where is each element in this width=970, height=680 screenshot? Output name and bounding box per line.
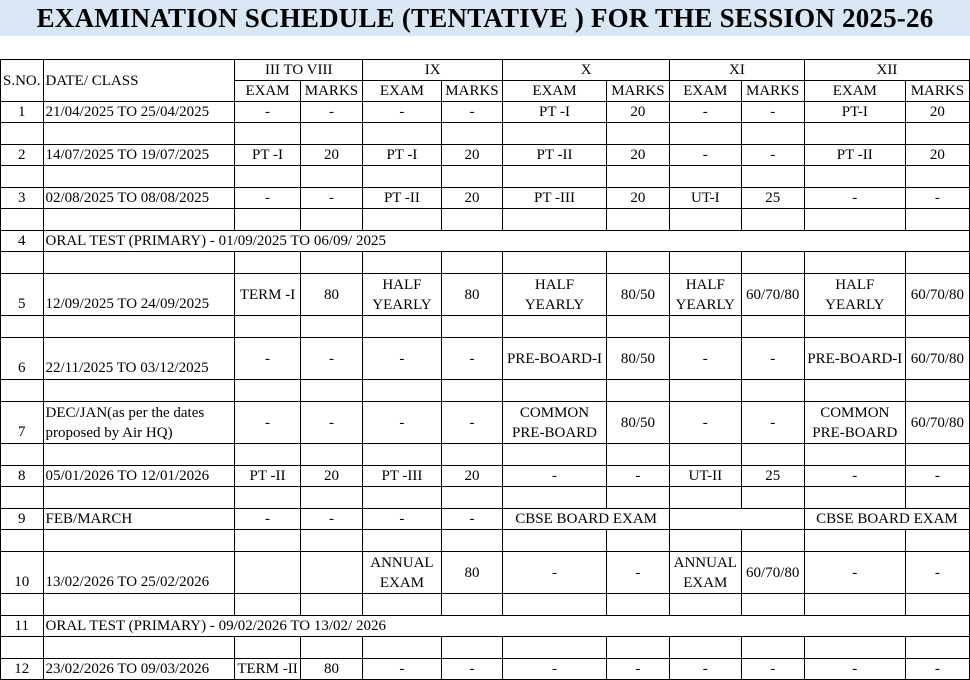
empty-cell [363, 594, 442, 616]
exam-cell: - [363, 509, 442, 530]
empty-cell [1, 252, 44, 274]
empty-cell [670, 252, 741, 274]
empty-cell [363, 166, 442, 188]
row-number: 10 [1, 552, 44, 594]
exam-cell: COMMON PRE-BOARD [804, 402, 905, 444]
marks-header: MARKS [905, 81, 969, 102]
empty-cell [1, 316, 44, 338]
exam-cell: - [804, 552, 905, 594]
exam-cell: - [235, 102, 300, 123]
empty-cell [670, 444, 741, 466]
exam-cell: PT -II [503, 145, 607, 166]
spacer-row [1, 252, 970, 274]
empty-cell [741, 444, 804, 466]
marks-cell: 80 [300, 659, 362, 680]
row-number: 2 [1, 145, 44, 166]
empty-cell [43, 166, 235, 188]
marks-cell: 20 [441, 188, 503, 209]
table-row [1, 231, 970, 252]
marks-cell: - [606, 659, 669, 680]
empty-cell [235, 594, 300, 616]
empty-cell [905, 123, 969, 145]
class-group-header: IX [363, 60, 503, 81]
empty-cell [905, 530, 969, 552]
empty-cell [503, 209, 607, 231]
date-class-header: DATE/ CLASS [43, 60, 235, 102]
empty-cell [363, 380, 442, 402]
empty-cell [670, 530, 741, 552]
marks-cell: 20 [905, 145, 969, 166]
marks-cell: - [741, 338, 804, 380]
empty-cell [606, 252, 669, 274]
exam-cell: - [503, 659, 607, 680]
marks-cell: - [441, 102, 503, 123]
marks-cell: 20 [441, 466, 503, 487]
spacer-row [1, 594, 970, 616]
empty-cell [43, 594, 235, 616]
empty-cell [43, 637, 235, 659]
row-number: 1 [1, 102, 44, 123]
table-row [1, 659, 970, 680]
table-row [1, 102, 970, 123]
empty-cell [235, 252, 300, 274]
empty-cell [441, 166, 503, 188]
exam-cell: - [235, 338, 300, 380]
empty-cell [905, 380, 969, 402]
exam-cell: PT -I [235, 145, 300, 166]
empty-cell [43, 209, 235, 231]
empty-cell [905, 444, 969, 466]
date-cell: 02/08/2025 TO 08/08/2025 [43, 188, 235, 209]
empty-cell [363, 444, 442, 466]
exam-cell: - [670, 102, 741, 123]
marks-cell: - [905, 659, 969, 680]
marks-cell: - [300, 509, 362, 530]
empty-cell [606, 444, 669, 466]
exam-cell: - [363, 102, 442, 123]
empty-cell [1, 594, 44, 616]
exam-cell: PT -III [503, 188, 607, 209]
marks-header: MARKS [606, 81, 669, 102]
exam-cell: PT -I [503, 102, 607, 123]
exam-cell: PRE-BOARD-I [503, 338, 607, 380]
marks-cell: 80/50 [606, 402, 669, 444]
empty-cell [363, 252, 442, 274]
empty-cell [503, 316, 607, 338]
marks-cell: - [741, 102, 804, 123]
empty-cell [905, 209, 969, 231]
empty-cell [804, 637, 905, 659]
empty-cell [741, 166, 804, 188]
empty-cell [235, 444, 300, 466]
marks-cell [300, 552, 362, 594]
empty-cell [1, 637, 44, 659]
marks-header: MARKS [441, 81, 503, 102]
empty-cell [905, 316, 969, 338]
empty-cell [300, 530, 362, 552]
empty-cell [804, 209, 905, 231]
spacer-row [1, 637, 970, 659]
empty-cell [1, 487, 44, 509]
empty-cell [300, 209, 362, 231]
marks-header: MARKS [300, 81, 362, 102]
marks-cell: 20 [606, 188, 669, 209]
marks-cell: 80 [300, 274, 362, 316]
marks-cell: 20 [606, 102, 669, 123]
marks-cell: - [741, 145, 804, 166]
row-number: 12 [1, 659, 44, 680]
empty-cell [363, 637, 442, 659]
empty-cell [503, 444, 607, 466]
empty-cell [606, 316, 669, 338]
empty-cell [43, 316, 235, 338]
table-row [1, 466, 970, 487]
date-cell: 22/11/2025 TO 03/12/2025 [43, 338, 235, 380]
exam-cell: UT-II [670, 466, 741, 487]
table-row [1, 338, 970, 380]
empty-cell [43, 123, 235, 145]
empty-cell [606, 380, 669, 402]
empty-cell [670, 487, 741, 509]
exam-cell: UT-I [670, 188, 741, 209]
table-row [1, 552, 970, 594]
board-exam-cell: CBSE BOARD EXAM [503, 509, 670, 530]
marks-cell: 20 [300, 466, 362, 487]
marks-cell: 20 [441, 145, 503, 166]
empty-cell [235, 380, 300, 402]
exam-cell: - [670, 659, 741, 680]
spacer-row [1, 316, 970, 338]
exam-cell: - [235, 509, 300, 530]
empty-cell [43, 380, 235, 402]
empty-cell [670, 209, 741, 231]
empty-cell [235, 530, 300, 552]
marks-cell: 80/50 [606, 338, 669, 380]
exam-cell: PT -II [804, 145, 905, 166]
date-cell: 23/02/2026 TO 09/03/2026 [43, 659, 235, 680]
empty-cell [235, 123, 300, 145]
row-number: 11 [1, 616, 44, 637]
empty-cell [235, 166, 300, 188]
marks-cell: 60/70/80 [905, 402, 969, 444]
marks-cell: 20 [300, 145, 362, 166]
marks-cell: - [300, 402, 362, 444]
marks-cell: - [905, 466, 969, 487]
empty-cell [670, 380, 741, 402]
empty-cell [741, 123, 804, 145]
row-number: 8 [1, 466, 44, 487]
empty-cell [905, 637, 969, 659]
empty-cell [804, 594, 905, 616]
marks-cell: 20 [905, 102, 969, 123]
date-cell: 13/02/2026 TO 25/02/2026 [43, 552, 235, 594]
date-cell: 21/04/2025 TO 25/04/2025 [43, 102, 235, 123]
exam-cell: TERM -II [235, 659, 300, 680]
empty-cell [741, 316, 804, 338]
exam-cell: - [804, 659, 905, 680]
marks-cell: - [441, 509, 503, 530]
spacer-row [1, 209, 970, 231]
spacer-row [1, 380, 970, 402]
empty-cell [363, 530, 442, 552]
empty-cell [905, 487, 969, 509]
empty-cell [441, 444, 503, 466]
exam-cell: PT -II [235, 466, 300, 487]
board-exam-cell: CBSE BOARD EXAM [804, 509, 969, 530]
empty-cell [363, 123, 442, 145]
exam-cell: PT -I [363, 145, 442, 166]
oral-test-note: ORAL TEST (PRIMARY) - 09/02/2026 TO 13/02/ 2026 [43, 616, 969, 637]
empty-cell [300, 380, 362, 402]
exam-header: EXAM [363, 81, 442, 102]
empty-cell [804, 380, 905, 402]
empty-cell [606, 487, 669, 509]
empty-cell [606, 594, 669, 616]
exam-header: EXAM [503, 81, 607, 102]
empty-cell [670, 594, 741, 616]
empty-cell [441, 637, 503, 659]
empty-cell [741, 252, 804, 274]
empty-cell [606, 530, 669, 552]
table-row [1, 509, 970, 530]
marks-cell: - [741, 659, 804, 680]
exam-cell: - [670, 145, 741, 166]
empty-cell [606, 637, 669, 659]
marks-cell: 80/50 [606, 274, 669, 316]
marks-cell: 25 [741, 188, 804, 209]
exam-cell: PRE-BOARD-I [804, 338, 905, 380]
row-number: 4 [1, 231, 44, 252]
empty-cell [1, 209, 44, 231]
empty-cell [1, 380, 44, 402]
empty-cell [441, 123, 503, 145]
row-number: 9 [1, 509, 44, 530]
empty-cell [363, 209, 442, 231]
exam-cell: - [363, 659, 442, 680]
date-cell: 14/07/2025 TO 19/07/2025 [43, 145, 235, 166]
empty-cell [670, 166, 741, 188]
marks-cell: - [905, 188, 969, 209]
row-number: 5 [1, 274, 44, 316]
empty-cell [741, 594, 804, 616]
exam-cell: - [235, 188, 300, 209]
page-title: EXAMINATION SCHEDULE (TENTATIVE ) FOR THE SESSION 2025-26 [0, 0, 970, 36]
class-group-header: XI [670, 60, 805, 81]
exam-cell: HALF YEARLY [503, 274, 607, 316]
empty-cell [363, 487, 442, 509]
marks-cell: 60/70/80 [905, 338, 969, 380]
exam-cell: HALF YEARLY [670, 274, 741, 316]
empty-cell [300, 444, 362, 466]
exam-cell [235, 552, 300, 594]
exam-cell: PT -III [363, 466, 442, 487]
empty-cell [606, 166, 669, 188]
empty-cell [441, 209, 503, 231]
row-number: 3 [1, 188, 44, 209]
empty-cell [441, 487, 503, 509]
date-cell: DEC/JAN(as per the dates proposed by Air HQ) [43, 402, 235, 444]
spacer-row [1, 530, 970, 552]
empty-cell [43, 444, 235, 466]
exam-cell: - [363, 338, 442, 380]
exam-cell: COMMON PRE-BOARD [503, 402, 607, 444]
empty-cell [300, 252, 362, 274]
empty-cell [670, 123, 741, 145]
exam-cell: - [503, 552, 607, 594]
marks-cell: 60/70/80 [741, 552, 804, 594]
marks-cell: - [905, 552, 969, 594]
empty-cell [670, 316, 741, 338]
empty-cell [441, 252, 503, 274]
marks-cell: - [441, 659, 503, 680]
empty-cell [503, 166, 607, 188]
marks-cell: 60/70/80 [741, 274, 804, 316]
empty-cell [804, 123, 905, 145]
exam-cell: ANNUAL EXAM [670, 552, 741, 594]
empty-cell [43, 487, 235, 509]
date-cell: 05/01/2026 TO 12/01/2026 [43, 466, 235, 487]
empty-cell [300, 487, 362, 509]
empty-cell [503, 637, 607, 659]
marks-cell: - [741, 402, 804, 444]
empty-cell [1, 166, 44, 188]
exam-cell: - [363, 402, 442, 444]
exam-header: EXAM [804, 81, 905, 102]
empty-cell [235, 487, 300, 509]
exam-header: EXAM [235, 81, 300, 102]
class-group-header: XII [804, 60, 969, 81]
table-row [1, 60, 970, 81]
empty-cell [235, 637, 300, 659]
empty-cell [235, 209, 300, 231]
empty-cell [1, 123, 44, 145]
marks-cell: - [300, 188, 362, 209]
empty-cell [804, 444, 905, 466]
empty-cell [441, 316, 503, 338]
exam-cell: - [804, 188, 905, 209]
exam-cell: HALF YEARLY [363, 274, 442, 316]
class-group-header: III TO VIII [235, 60, 363, 81]
spacer-row [1, 487, 970, 509]
class-group-header: X [503, 60, 670, 81]
empty-cell [503, 594, 607, 616]
exam-cell: - [804, 466, 905, 487]
marks-cell: 60/70/80 [905, 274, 969, 316]
table-row [1, 402, 970, 444]
empty-cell [741, 380, 804, 402]
exam-header: EXAM [670, 81, 741, 102]
empty-cell [606, 123, 669, 145]
empty-cell [441, 530, 503, 552]
date-cell: 12/09/2025 TO 24/09/2025 [43, 274, 235, 316]
table-row [1, 188, 970, 209]
empty-cell [804, 166, 905, 188]
empty-cell [741, 637, 804, 659]
schedule-table [0, 59, 970, 680]
exam-cell: - [503, 466, 607, 487]
spacer-row [1, 444, 970, 466]
empty-cell [741, 487, 804, 509]
empty-cell [300, 637, 362, 659]
empty-cell [1, 530, 44, 552]
empty-cell [503, 123, 607, 145]
empty-cell [905, 166, 969, 188]
marks-cell: 80 [441, 274, 503, 316]
row-number: 6 [1, 338, 44, 380]
empty-cell [804, 316, 905, 338]
marks-header: MARKS [741, 81, 804, 102]
empty-cell [363, 316, 442, 338]
empty-cell [43, 252, 235, 274]
marks-cell: 20 [606, 145, 669, 166]
empty-cell [804, 487, 905, 509]
table-row [1, 616, 970, 637]
empty-cell [441, 594, 503, 616]
table-row [1, 145, 970, 166]
oral-test-note: ORAL TEST (PRIMARY) - 01/09/2025 TO 06/09/ 2025 [43, 231, 969, 252]
empty-cell [670, 637, 741, 659]
empty-cell [300, 594, 362, 616]
empty-cell [300, 166, 362, 188]
exam-cell: ANNUAL EXAM [363, 552, 442, 594]
sno-header: S.NO. [1, 60, 44, 102]
empty-cell [503, 530, 607, 552]
empty-cell [741, 530, 804, 552]
date-cell: FEB/MARCH [43, 509, 235, 530]
empty-cell [235, 316, 300, 338]
exam-cell: HALF YEARLY [804, 274, 905, 316]
empty-cell [503, 487, 607, 509]
exam-cell: TERM -I [235, 274, 300, 316]
marks-cell: 80 [441, 552, 503, 594]
empty-cell [670, 509, 805, 530]
marks-cell: - [441, 338, 503, 380]
row-number: 7 [1, 402, 44, 444]
empty-cell [503, 380, 607, 402]
exam-cell: - [235, 402, 300, 444]
empty-cell [300, 316, 362, 338]
empty-cell [43, 530, 235, 552]
exam-cell: - [670, 402, 741, 444]
empty-cell [606, 209, 669, 231]
empty-cell [441, 380, 503, 402]
marks-cell: - [300, 338, 362, 380]
table-row [1, 274, 970, 316]
empty-cell [905, 252, 969, 274]
empty-cell [1, 444, 44, 466]
empty-cell [741, 209, 804, 231]
marks-cell: - [441, 402, 503, 444]
empty-cell [905, 594, 969, 616]
empty-cell [300, 123, 362, 145]
exam-cell: PT -II [363, 188, 442, 209]
exam-cell: - [670, 338, 741, 380]
empty-cell [804, 252, 905, 274]
marks-cell: - [606, 466, 669, 487]
spacer-row [1, 166, 970, 188]
empty-cell [804, 530, 905, 552]
marks-cell: - [300, 102, 362, 123]
spacer-row [1, 123, 970, 145]
marks-cell: 25 [741, 466, 804, 487]
marks-cell: - [606, 552, 669, 594]
empty-cell [503, 252, 607, 274]
exam-cell: PT-I [804, 102, 905, 123]
